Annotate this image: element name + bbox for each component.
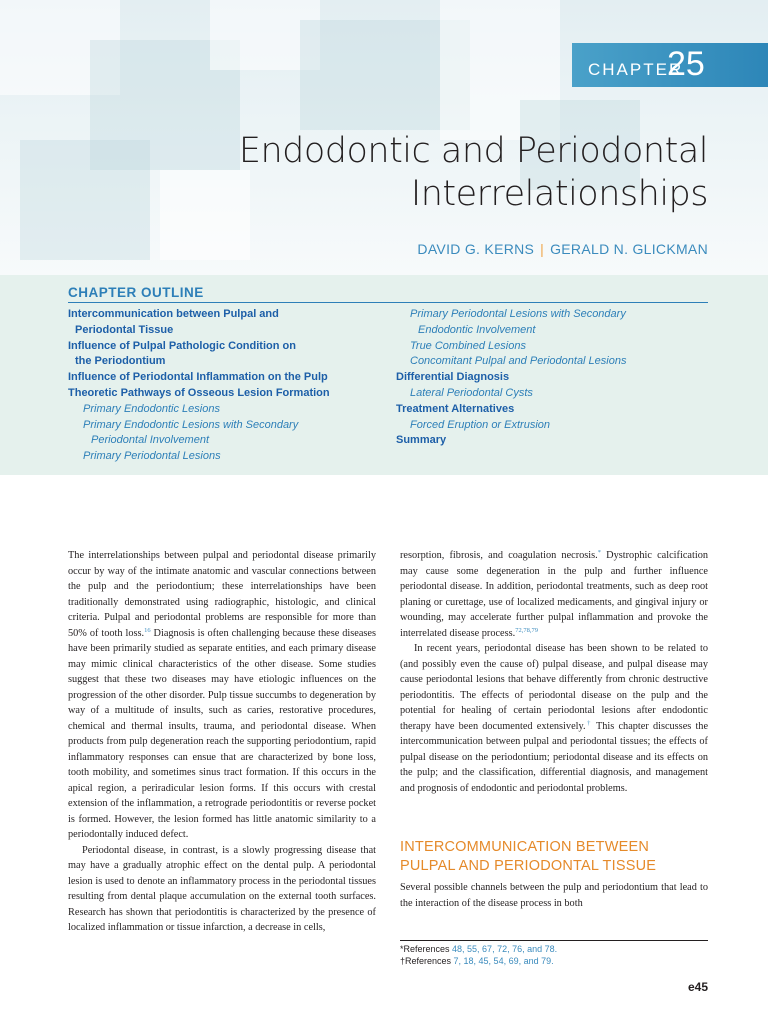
outline-subitem[interactable]: Periodontal Involvement — [91, 434, 210, 447]
chapter-title — [239, 130, 708, 216]
footnote-2 — [400, 956, 554, 967]
body-left-column — [68, 548, 376, 936]
outline-subitem[interactable]: Concomitant Pulpal and Periodontal Lesions — [410, 355, 627, 368]
body-text: This chapter discusses the intercommunication between pulpal and periodontal tissues; the effects of pulpal disease on the periodontium; periodontal disease and its effects on the pulp; and the classification, differential diagnosis, and management and prognosis of endodontic and periodontal problems. — [400, 720, 709, 794]
body-paragraph — [68, 548, 376, 843]
body-paragraph: Periodontal disease, in contrast, is a slowly progressing disease that may have a gradually atrophic effect on the dental pulp. A periodontal lesion is used to denote an inflammatory process in the periodontal tissues resulting from dental plaque accumulation on the external tooth surfaces. Research has shown that periodontitis is characterized by the presence of localized inflammation or tissue infarction, a decrease in cells, — [68, 844, 376, 933]
outline-item[interactable]: Periodontal Tissue — [75, 323, 174, 336]
outline-subitem[interactable]: Lateral Periodontal Cysts — [410, 386, 533, 399]
outline-divider — [68, 302, 708, 303]
footnote-1 — [400, 944, 557, 955]
author-2: GERALD N. GLICKMAN — [550, 241, 708, 257]
footnote-label: †References — [400, 956, 454, 966]
outline-item[interactable]: Intercommunication between Pulpal and — [68, 308, 279, 320]
citation[interactable]: 72,78,79 — [515, 626, 538, 634]
body-text: In recent years, periodontal disease has been shown to be related to (and possibly even the cause of) pulpal disease, and pulpal disease may cause periodontal lesions that behave differently from chronic destructive periodontitis. The effects of periodontal disease on the pulp and the potential for healing of certain periodontal lesions after endodontic therapy have been documented extensively. — [400, 643, 708, 732]
outline-left-column — [68, 307, 368, 465]
body-right-column — [400, 548, 708, 796]
citation[interactable]: * — [597, 549, 601, 556]
body-paragraph — [400, 641, 708, 796]
body-text: The interrelationships between pulpal and periodontal disease primarily occur by way of the intimate anatomic and vascular connections between the pulp and the periodontium; these interrelationships have been traditionally demonstrated using radiographic, histologic, and clinical criteria. Pulpal and periodontal problems are responsible for more than 50% of tooth loss. — [68, 550, 376, 639]
outline-subitem[interactable]: Endodontic Involvement — [418, 323, 536, 336]
outline-heading: CHAPTER OUTLINE — [68, 285, 204, 300]
chapter-number: 25 — [667, 45, 705, 83]
authors — [417, 241, 708, 257]
author-separator: | — [540, 241, 545, 257]
outline-item[interactable]: Treatment Alternatives — [396, 402, 515, 415]
citation[interactable]: 16 — [144, 626, 151, 634]
outline-subitem[interactable]: Forced Eruption or Extrusion — [410, 418, 551, 431]
outline-item[interactable]: Differential Diagnosis — [396, 371, 510, 384]
footnote-refs[interactable]: 7, 18, 45, 54, 69, and 79. — [453, 956, 554, 966]
outline-item[interactable]: Theoretic Pathways of Osseous Lesion Formation — [68, 386, 330, 399]
title-line-2: Interrelationships — [410, 174, 708, 214]
outline-item[interactable]: the Periodontium — [75, 355, 166, 368]
section-paragraph: Several possible channels between the pulp and periodontium that lead to the interaction of the disease process in both — [400, 882, 708, 909]
author-1: DAVID G. KERNS — [417, 241, 535, 257]
outline-subitem[interactable]: Primary Periodontal Lesions with Secondary — [410, 308, 626, 320]
outline-item[interactable]: Influence of Periodontal Inflammation on the Pulp — [68, 371, 328, 384]
outline-subitem[interactable]: Primary Periodontal Lesions — [83, 450, 221, 463]
footnote-refs[interactable]: 48, 55, 67, 72, 76, and 78. — [452, 944, 558, 954]
section-heading — [400, 838, 710, 876]
body-text: Diagnosis is often challenging because these diseases have been primarily studied as separate entities, and each primary disease may mimic clinical characteristics of the other disease. Some studies suggest that these two diseases may have etiologic influences on the progression of the other disorder. Pulp tissue succumbs to degeneration by way of a multitude of insults, such as caries, restorative procedures, chemical and thermal insults, trauma, and periodontal disease. When products from pulp degeneration reach the supporting periodontium, rapid inflammatory responses can ensue that are characterized by bone loss, tooth mobility, and sometimes sinus tract formation. If this occurs in the apical region, a periradicular lesion forms. If this occurs with crestal extension of the inflammation, a retrograde periodontitis or reverse pocket is formed. However, the lesion formed has little anatomic similarity to a periodontally induced defect. — [68, 627, 376, 840]
outline-subitem[interactable]: True Combined Lesions — [410, 339, 526, 352]
outline-item[interactable]: Influence of Pulpal Pathologic Condition on — [68, 339, 296, 352]
body-text: resorption, fibrosis, and coagulation necrosis. — [400, 550, 598, 561]
footnote-label: *References — [400, 944, 453, 954]
section-heading-line-2: PULPAL AND PERIODONTAL TISSUE — [400, 858, 657, 874]
footnote-divider — [400, 940, 708, 941]
citation[interactable]: † — [585, 719, 593, 727]
title-line-1: Endodontic and Periodontal — [238, 131, 708, 171]
page-number: e45 — [687, 980, 708, 994]
outline-subitem[interactable]: Primary Endodontic Lesions — [83, 402, 220, 415]
section-heading-line-1: INTERCOMMUNICATION BETWEEN — [400, 839, 650, 855]
chapter-label: CHAPTER — [588, 60, 684, 79]
outline-item[interactable]: Summary — [396, 434, 447, 447]
chapter-tab — [572, 43, 768, 87]
outline-subitem[interactable]: Primary Endodontic Lesions with Secondary — [83, 418, 299, 431]
body-text: Dystrophic calcification may cause some degeneration in the pulp and further influence periodontal disease. In addition, periodontal treatments, such as deep root planing or curettage, use of localized medicaments, and gingival injury or wounding, may accelerate further pulpal inflammation and provoke the interrelated disease process. — [400, 550, 708, 639]
body-paragraph — [400, 548, 708, 641]
outline-right-column — [396, 307, 716, 449]
